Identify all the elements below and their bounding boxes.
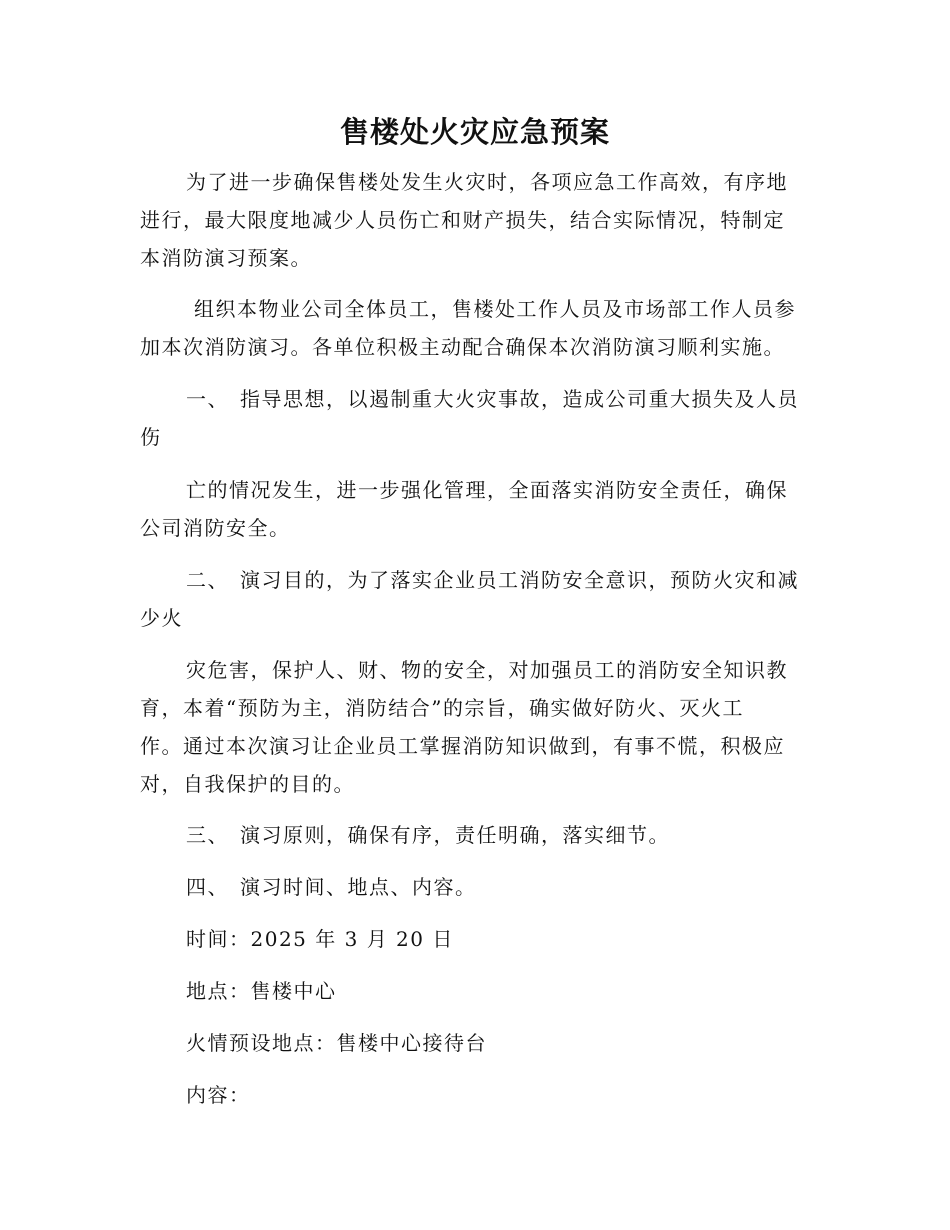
- paragraph-line: 少火: [140, 606, 183, 630]
- paragraph-line: 本消防演习预案。: [140, 246, 312, 270]
- section-heading-2: [186, 561, 808, 599]
- document-title: 售楼处火灾应急预案: [339, 115, 610, 149]
- section-text: 演习原则，确保有序，责任明确，落实细节。: [240, 823, 670, 847]
- paragraph-line: 进行，最大限度地减少人员伤亡和财产损失，结合实际情况，特制定: [140, 208, 785, 232]
- drill-time: 时间：2025 年 3 月 20 日: [186, 927, 454, 951]
- paragraph-line: 灾危害，保护人、财、物的安全，对加强员工的消防安全知识教: [186, 658, 788, 682]
- section-heading-1: [186, 380, 808, 418]
- paragraph-line: 为了进一步确保售楼处发生火灾时，各项应急工作高效，有序地: [186, 170, 788, 194]
- drill-content-label: 内容：: [186, 1083, 251, 1107]
- fire-preset-place: 火情预设地点：售楼中心接待台: [186, 1031, 487, 1055]
- section-heading-4: [186, 868, 808, 906]
- paragraph-line: 组织本物业公司全体员工，售楼处工作人员及市场部工作人员参: [194, 297, 796, 321]
- drill-place: 地点：售楼中心: [186, 979, 337, 1003]
- section-text: 演习目的，为了落实企业员工消防安全意识，预防火灾和减: [240, 568, 799, 592]
- paragraph-line: 对，自我保护的目的。: [140, 772, 355, 796]
- section-number: 三、: [186, 823, 229, 847]
- section-number: 二、: [186, 568, 229, 592]
- section-text: 指导思想，以遏制重大火灾事故，造成公司重大损失及人员: [240, 387, 799, 411]
- paragraph-line: 作。通过本次演习让企业员工掌握消防知识做到，有事不慌，积极应: [140, 734, 785, 758]
- section-text: 演习时间、地点、内容。: [240, 875, 477, 899]
- paragraph-line: 伤: [140, 425, 162, 449]
- paragraph-line: 公司消防安全。: [140, 516, 291, 540]
- section-heading-3: [186, 816, 808, 854]
- paragraph-line: 育，本着“预防为主，消防结合”的宗旨，确实做好防火、灭火工: [140, 696, 744, 720]
- paragraph-line: 亡的情况发生，进一步强化管理，全面落实消防安全责任，确保: [186, 478, 788, 502]
- paragraph-line: 加本次消防演习。各单位积极主动配合确保本次消防演习顺利实施。: [140, 335, 785, 359]
- section-number: 四、: [186, 875, 229, 899]
- section-number: 一、: [186, 387, 229, 411]
